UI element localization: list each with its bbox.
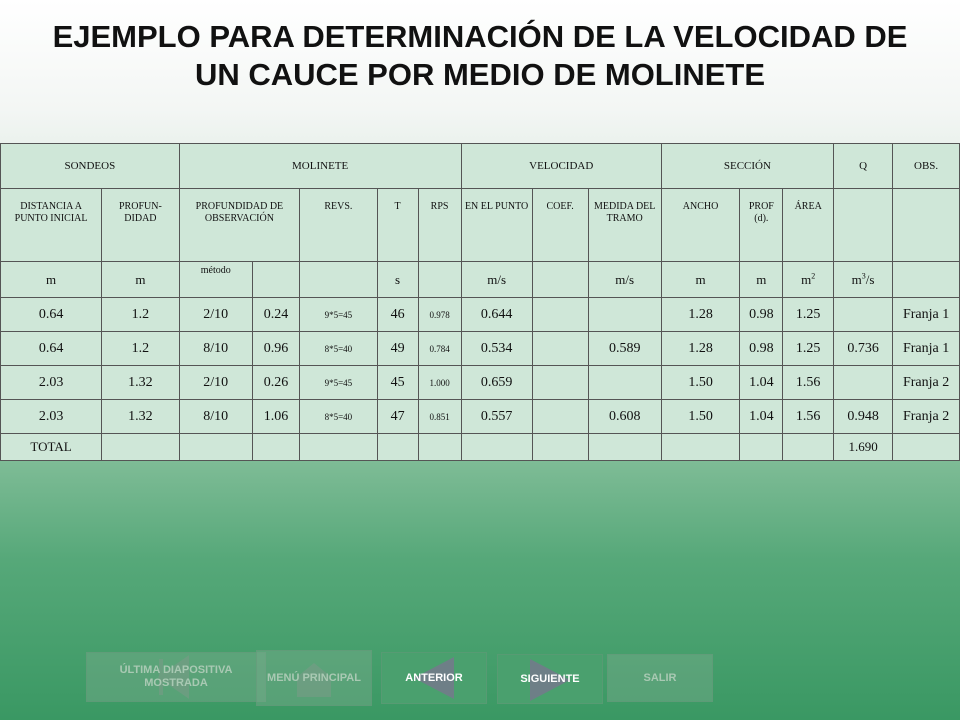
cell-coef [532,400,588,434]
table-row [1,332,960,366]
unit-empty-coef [532,262,588,298]
cell-v-punto: 0.659 [461,366,532,400]
cell-profundidad: 1.2 [102,332,180,366]
unit-profundidad: m [102,262,180,298]
navigation-bar [0,648,960,708]
subheader-media-tramo: MEDIDA DEL TRAMO [588,189,661,262]
cell-depth: 0.24 [252,298,299,332]
subheader-coef: COEF. [532,189,588,262]
cell-revs: 9*5=45 [300,298,377,332]
cell-depth: 1.06 [252,400,299,434]
units-row [1,262,960,298]
last-viewed-slide-button[interactable] [86,652,266,702]
cell-q: 0.948 [833,400,892,434]
cell-ancho: 1.50 [661,400,740,434]
total-row [1,434,960,461]
cell-q [833,298,892,332]
unit-t: s [377,262,418,298]
cell-q: 0.736 [833,332,892,366]
unit-empty-revs [300,262,377,298]
slide-title [20,18,940,94]
unit-area-base: m [801,271,812,287]
main-menu-button[interactable] [256,650,372,706]
unit-prof-d: m [740,262,783,298]
unit-ancho: m [661,262,740,298]
cell-t: 46 [377,298,418,332]
unit-en-el-punto: m/s [461,262,532,298]
unit-q-suffix: /s [865,271,875,287]
cell-t: 49 [377,332,418,366]
cell-metodo: 2/10 [179,298,252,332]
total-empty [740,434,783,461]
subheader-distancia: DISTANCIA A PUNTO INICIAL [1,189,102,262]
total-empty [532,434,588,461]
total-empty [461,434,532,461]
unit-empty-depth [252,262,299,298]
cell-area: 1.25 [783,298,834,332]
previous-label: ANTERIOR [405,671,463,684]
exit-button[interactable] [607,654,713,702]
cell-prof-d: 0.98 [740,298,783,332]
cell-v-punto: 0.557 [461,400,532,434]
cell-prof-d: 0.98 [740,332,783,366]
slide-title-line1: EJEMPLO PARA DETERMINACIÓN DE LA VELOCIDAD DE [52,19,908,54]
total-empty [661,434,740,461]
subheader-en-el-punto: EN EL PUNTO [461,189,532,262]
total-empty [102,434,180,461]
cell-depth: 0.26 [252,366,299,400]
total-empty [377,434,418,461]
cell-distancia: 0.64 [1,332,102,366]
group-header-row [1,144,960,189]
total-empty [783,434,834,461]
total-empty [252,434,299,461]
cell-area: 1.56 [783,366,834,400]
header-velocidad: VELOCIDAD [461,144,661,189]
cell-metodo: 2/10 [179,366,252,400]
cell-distancia: 0.64 [1,298,102,332]
cell-metodo: 8/10 [179,332,252,366]
total-empty [300,434,377,461]
subheader-prof-obs: PROFUNDIDAD DE OBSERVACIÓN [179,189,300,262]
data-rows [1,298,960,434]
unit-area-exponent: 2 [811,271,816,281]
main-menu-label: MENÚ PRINCIPAL [267,671,361,684]
table-row [1,298,960,332]
cell-prof-d: 1.04 [740,400,783,434]
total-label: TOTAL [1,434,102,461]
subheader-area: ÁREA [783,189,834,262]
cell-obs: Franja 1 [893,298,960,332]
unit-distancia: m [1,262,102,298]
slide-title-line2: UN CAUCE POR MEDIO DE MOLINETE [194,57,766,92]
unit-empty-obs [893,262,960,298]
subheader-ancho: ANCHO [661,189,740,262]
velocity-table [0,143,960,461]
header-seccion: SECCIÓN [661,144,833,189]
cell-rps: 0.784 [418,332,461,366]
cell-area: 1.25 [783,332,834,366]
total-empty [179,434,252,461]
cell-t: 45 [377,366,418,400]
cell-ancho: 1.28 [661,332,740,366]
cell-revs: 8*5=40 [300,332,377,366]
subheader-t: T [377,189,418,262]
header-q: Q [833,144,892,189]
subheader-revs: REVS. [300,189,377,262]
unit-empty-rps [418,262,461,298]
subheader-prof-d: PROF (d). [740,189,783,262]
cell-q [833,366,892,400]
cell-v-media [588,298,661,332]
total-empty [418,434,461,461]
cell-coef [532,366,588,400]
cell-rps: 1.000 [418,366,461,400]
unit-media-tramo: m/s [588,262,661,298]
next-button[interactable] [497,654,603,704]
unit-q-base: m [851,271,862,287]
cell-rps: 0.851 [418,400,461,434]
cell-v-punto: 0.644 [461,298,532,332]
cell-v-media [588,366,661,400]
header-molinete: MOLINETE [179,144,461,189]
total-empty [588,434,661,461]
unit-q-exponent: 3 [861,271,866,281]
unit-metodo: método [179,262,252,298]
subheader-rps: RPS [418,189,461,262]
cell-obs: Franja 2 [893,366,960,400]
subheader-obs-empty [893,189,960,262]
header-sondeos: SONDEOS [1,144,180,189]
cell-profundidad: 1.32 [102,400,180,434]
cell-coef [532,298,588,332]
cell-depth: 0.96 [252,332,299,366]
header-obs: OBS. [893,144,960,189]
unit-area [783,262,834,298]
table-row [1,400,960,434]
exit-label: SALIR [643,671,677,684]
unit-q [833,262,892,298]
cell-distancia: 2.03 [1,366,102,400]
cell-revs: 9*5=45 [300,366,377,400]
cell-ancho: 1.28 [661,298,740,332]
cell-v-media: 0.589 [588,332,661,366]
total-empty [893,434,960,461]
previous-button[interactable] [381,652,487,704]
cell-distancia: 2.03 [1,400,102,434]
table-row [1,366,960,400]
total-q: 1.690 [833,434,892,461]
cell-revs: 8*5=40 [300,400,377,434]
cell-obs: Franja 2 [893,400,960,434]
cell-area: 1.56 [783,400,834,434]
cell-v-punto: 0.534 [461,332,532,366]
cell-profundidad: 1.2 [102,298,180,332]
cell-rps: 0.978 [418,298,461,332]
last-viewed-slide-label: ÚLTIMA DIAPOSITIVA MOSTRADA [119,664,233,689]
cell-profundidad: 1.32 [102,366,180,400]
subheader-profundidad: PROFUN- DIDAD [102,189,180,262]
cell-obs: Franja 1 [893,332,960,366]
next-label: SIGUIENTE [520,672,580,685]
cell-v-media: 0.608 [588,400,661,434]
subheader-q-empty [833,189,892,262]
cell-coef [532,332,588,366]
cell-metodo: 8/10 [179,400,252,434]
cell-ancho: 1.50 [661,366,740,400]
cell-t: 47 [377,400,418,434]
cell-prof-d: 1.04 [740,366,783,400]
subheader-row [1,189,960,262]
